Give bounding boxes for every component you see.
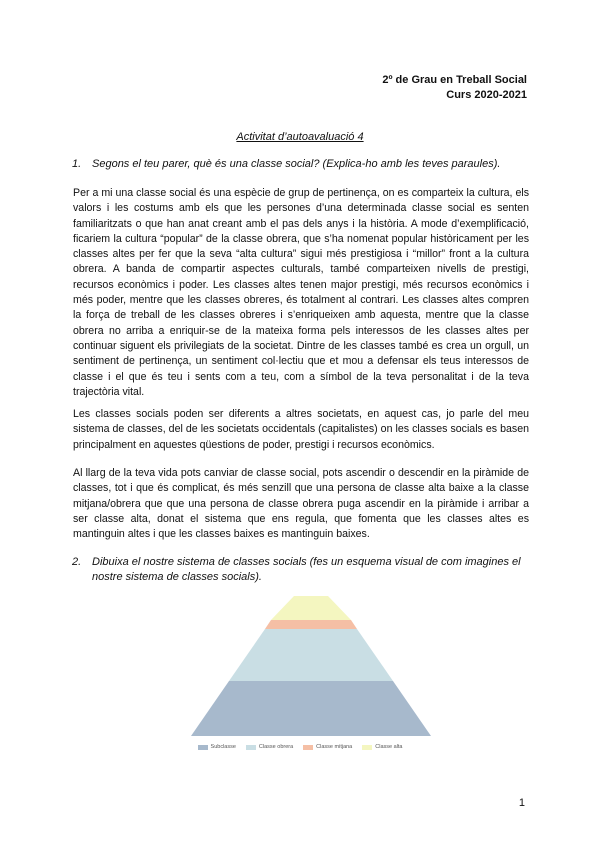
- legend-label: Classe obrera: [258, 744, 294, 750]
- pyramid-legend: [0, 744, 600, 750]
- legend-item-classe-obrera: [246, 744, 293, 750]
- legend-swatch: [303, 745, 313, 750]
- page-number: 1: [518, 797, 525, 809]
- pyramid-classe-obrera: [229, 629, 393, 681]
- legend-item-classe-alta: [362, 744, 402, 750]
- pyramid-subclasse: [191, 681, 431, 736]
- pyramid-classe-mitjana: [265, 620, 357, 629]
- question-2-text: Dibuixa el nostre sistema de classes socials (fes un esquema visual de com imagines el nostre sistema de classes socials).: [92, 556, 521, 583]
- legend-label: Classe alta: [375, 744, 403, 750]
- legend-label: Subclasse: [210, 744, 236, 750]
- answer-paragraph-2: Les classes socials poden ser diferents a altres societats, en aquest cas, jo parle del meu sistema de classes, del de les societats occidentals (capitalistes) on les classes socials es basen principalment en aquestes qüestions de poder, prestigi i recursos econòmics.: [73, 408, 529, 451]
- document-header: [382, 73, 527, 103]
- legend-swatch: [362, 745, 372, 750]
- activity-title: Activitat d’autoavaluació 4: [236, 131, 364, 143]
- header-course: 2º de Grau en Treball Social: [382, 74, 527, 86]
- pyramid-classe-alta: [271, 596, 351, 620]
- legend-label: Classe mitjana: [316, 744, 353, 750]
- question-2-number: 2.: [72, 556, 82, 568]
- legend-swatch: [198, 745, 208, 750]
- answer-paragraph-3: Al llarg de la teva vida pots canviar de classe social, pots ascendir o descendir en la piràmide de classes, tot i que és complicat, és més senzill que una persona de classe alta baixe a la classe mitjana/obrera que que una persona de classe obrera puga ascendir en la piràmide i arribar a ser classe alta, donat el sistema que ens regula, que fomenta que les classes altes es mantinguin altes i que les classes baixes es mantinguin baixes.: [73, 467, 529, 541]
- social-class-pyramid: [191, 596, 431, 736]
- question-1: [72, 157, 532, 172]
- question-1-text: Segons el teu parer, què és una classe social? (Explica-ho amb les teves paraules).: [92, 158, 501, 170]
- legend-item-subclasse: [198, 744, 236, 750]
- header-year: Curs 2020-2021: [446, 89, 527, 101]
- question-1-number: 1.: [72, 158, 82, 170]
- answer-paragraph-1: Per a mi una classe social és una espècie de grup de pertinença, on es comparteix la cultura, els valors i les costums amb els que les persones d’una determinada classe social es senten familiaritzats o que han anat creant amb el pas dels anys i la història. A mode d’exemplificació, ficariem la cultura “popular” de la classe obrera, que s’ha nomenat popular històricament per les classes altes per fer que la seva “alta cultura” sigui més prestigiosa i “millor” front a la cultura obrera. A banda de compartir aspectes culturals, també comparteixen nivells de prestigi, recursos econòmics i poder. Les classes altes tenen major prestigi, més recursos econòmics i més poder, mentre que les classes obreres, és totalment al contrari. Les classes altes compren la força de treball de les classes obreres i s’enriqueixen amb aquesta, mentre que la classe obrera no arriba a enriquir-se de la mateixa forma pels interessos de les classes altes per continuar siguent els privilegiats de la societat. Dintre de les classes també es crea un orgull, un sentiment de pertinença, un sentiment col·lectiu que et mou a defensar els teus interessos de classe i el que és teu i sents com a teu, com a símbol de la teva personalitat i de la teva trajectòria vital.: [73, 187, 529, 398]
- legend-item-classe-mitjana: [303, 744, 352, 750]
- legend-swatch: [246, 745, 256, 750]
- question-2: [72, 555, 532, 585]
